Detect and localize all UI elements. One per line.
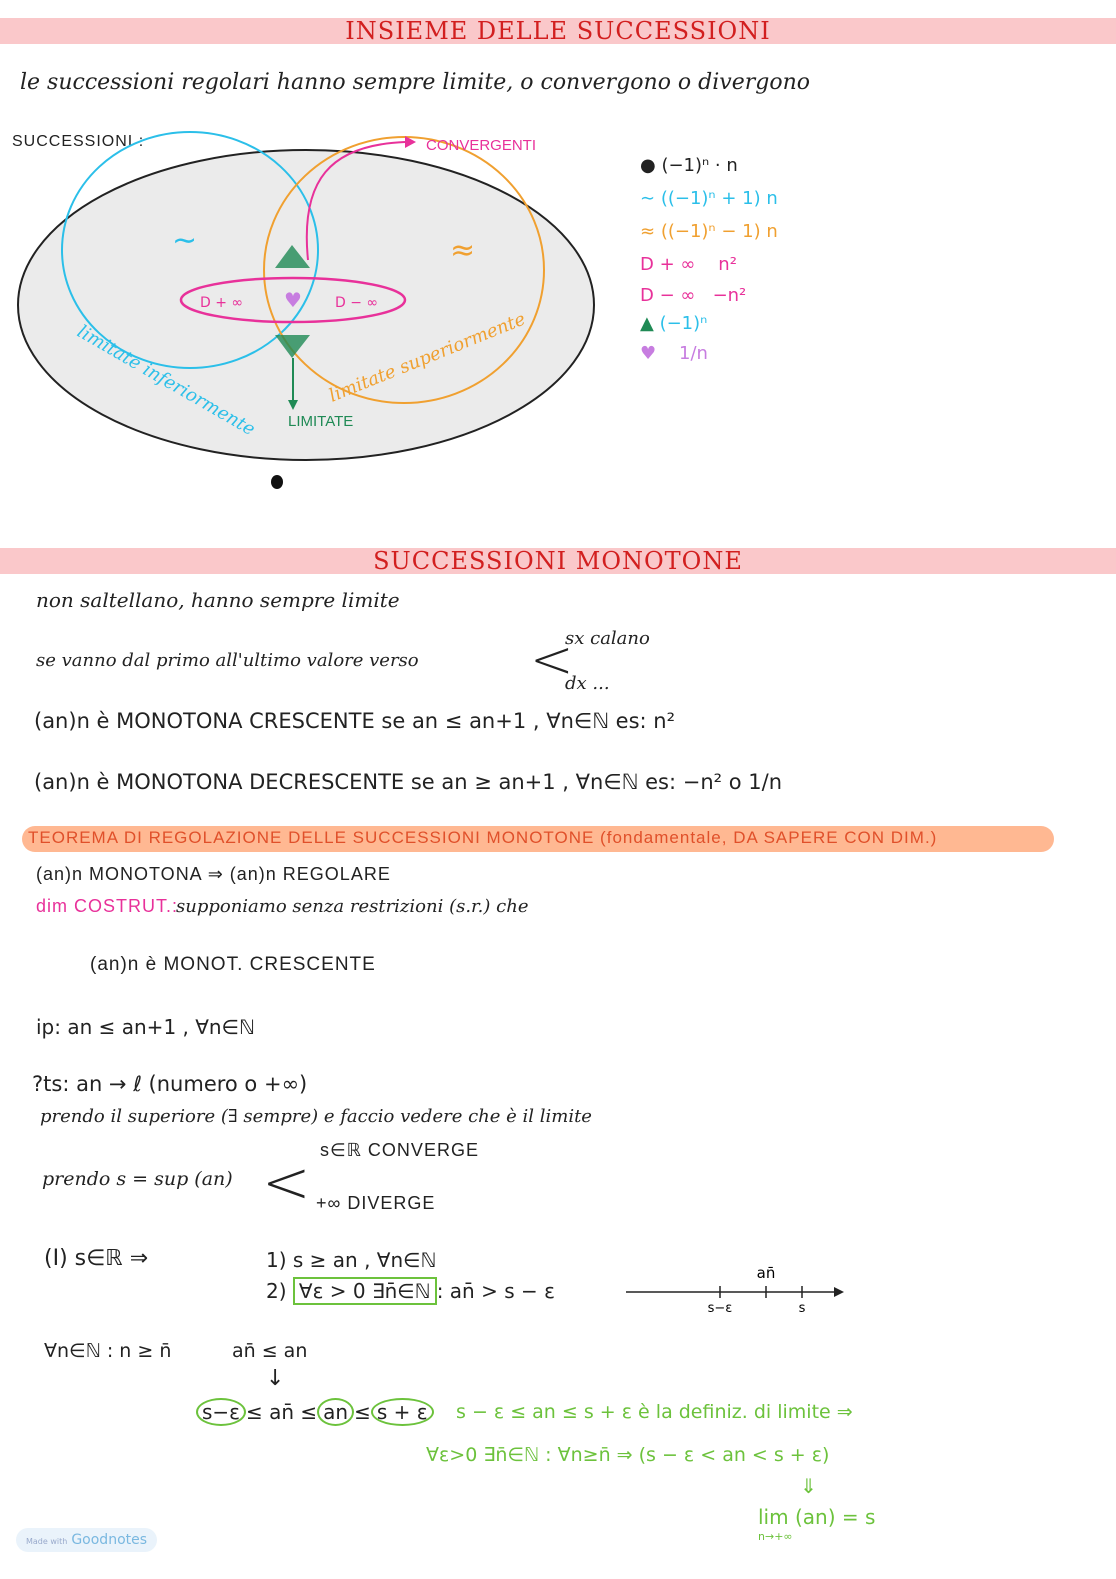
monotone-dx: dx ... [565, 673, 610, 694]
epsilon-box: ∀ε > 0 ∃n̄∈ℕ [293, 1277, 437, 1305]
section2-title: SUCCESSIONI MONOTONE [373, 547, 743, 575]
approx-symbol: ≈ [450, 233, 476, 268]
forall-n: ∀n∈ℕ : n ≥ n̄ [44, 1340, 172, 1362]
legend-item-heart: ♥ 1/n [640, 343, 708, 364]
down-arrow-icon: ↓ [266, 1366, 285, 1391]
theorem-statement: (an)n MONOTONA ⇒ (an)n REGOLARE [36, 864, 391, 884]
monotone-sx: sx calano [565, 628, 650, 649]
case-one-cond1: 1) s ≥ an , ∀n∈ℕ [266, 1248, 437, 1272]
ipotesi: ip: an ≤ an+1 , ∀n∈ℕ [36, 1015, 256, 1039]
case-diverge: +∞ DIVERGE [316, 1193, 436, 1213]
sup-label: limitate superiormente [326, 308, 529, 407]
d-plus-label: D + ∞ [200, 295, 244, 311]
brace-icon-2: < [262, 1148, 311, 1216]
implies-down: ⇓ [800, 1474, 817, 1498]
dim-label: dim COSTRUT.: [36, 896, 179, 916]
legend-item-dot: ● (−1)ⁿ · n [640, 155, 738, 176]
intro-text: le successioni regolari hanno sempre limite, o convergono o divergono [20, 70, 810, 95]
section1-banner [0, 18, 1116, 44]
case-converge: s∈ℝ CONVERGE [320, 1140, 479, 1160]
inf-label: limitate inferiormente [73, 321, 259, 441]
section2-banner [0, 548, 1116, 574]
number-line [620, 1262, 850, 1312]
legend-item-dminus: D − ∞ −n² [640, 285, 747, 306]
limit-sub: n→+∞ [758, 1530, 793, 1543]
an-bar-le-an: an̄ ≤ an [232, 1340, 308, 1362]
monotone-crescente: (an)n è MONOTONA CRESCENTE se an ≤ an+1 , ∀n∈ℕ es: n² [34, 709, 676, 733]
legend-item-dplus: D + ∞ n² [640, 254, 737, 275]
legend-item-approx: ≈ ((−1)ⁿ − 1) n [640, 221, 778, 242]
limitate-label: LIMITATE [288, 413, 354, 430]
goodnotes-badge: Made with Goodnotes [16, 1528, 157, 1552]
dot-marker [271, 475, 283, 489]
successioni-label: SUCCESSIONI : [12, 133, 145, 150]
case-one-cond2: 2) ∀ε > 0 ∃n̄∈ℕ : an̄ > s − ε [266, 1279, 555, 1303]
prendo-superiore: prendo il superiore (∃ sempre) e faccio vedere che è il limite [40, 1106, 592, 1127]
nl-right-label: s [798, 1301, 806, 1312]
d-minus-label: D − ∞ [335, 295, 379, 311]
monotone-line1: non saltellano, hanno sempre limite [36, 588, 400, 612]
nl-left-label: s−ε [707, 1301, 733, 1312]
section1-title: INSIEME DELLE SUCCESSIONI [345, 17, 771, 45]
legend-item-tilde: ∼ ((−1)ⁿ + 1) n [640, 188, 778, 209]
set-diagram [0, 120, 620, 500]
inequality-chain: s−ε ≤ an̄ ≤ an ≤ s + ε [196, 1400, 434, 1424]
case-one: (I) s∈ℝ ⇒ [44, 1246, 149, 1271]
prendo-sup: prendo s = sup (an) [42, 1168, 233, 1190]
limit-formal: ∀ε>0 ∃n̄∈ℕ : ∀n≥n̄ ⇒ (s − ε < an < s + ε) [426, 1444, 830, 1466]
monot-crescente: (an)n è MONOT. CRESCENTE [90, 954, 376, 975]
limit-definition: s − ε ≤ an ≤ s + ε è la definiz. di limite ⇒ [456, 1401, 853, 1423]
tilde-symbol: ∼ [172, 223, 198, 258]
nl-top-label: an̄ [756, 1264, 776, 1282]
dim-text: supponiamo senza restrizioni (s.r.) che [176, 896, 529, 917]
monotone-line2: se vanno dal primo all'ultimo valore verso [36, 650, 419, 671]
theorem-title: TEOREMA DI REGOLAZIONE DELLE SUCCESSIONI MONOTONE (fondamentale, DA SAPERE CON DIM.) [28, 828, 938, 847]
legend-item-triangle: ▲ (−1)ⁿ [640, 313, 708, 334]
tesi: ?ts: an → ℓ (numero o +∞) [32, 1072, 308, 1096]
monotone-decrescente: (an)n è MONOTONA DECRESCENTE se an ≥ an+1 , ∀n∈ℕ es: −n² o 1/n [34, 770, 783, 794]
brace-icon: < [530, 630, 574, 690]
convergenti-label: CONVERGENTI [426, 137, 537, 154]
limit-result: lim (an) = s [758, 1505, 876, 1529]
heart-icon: ♥ [284, 288, 302, 312]
